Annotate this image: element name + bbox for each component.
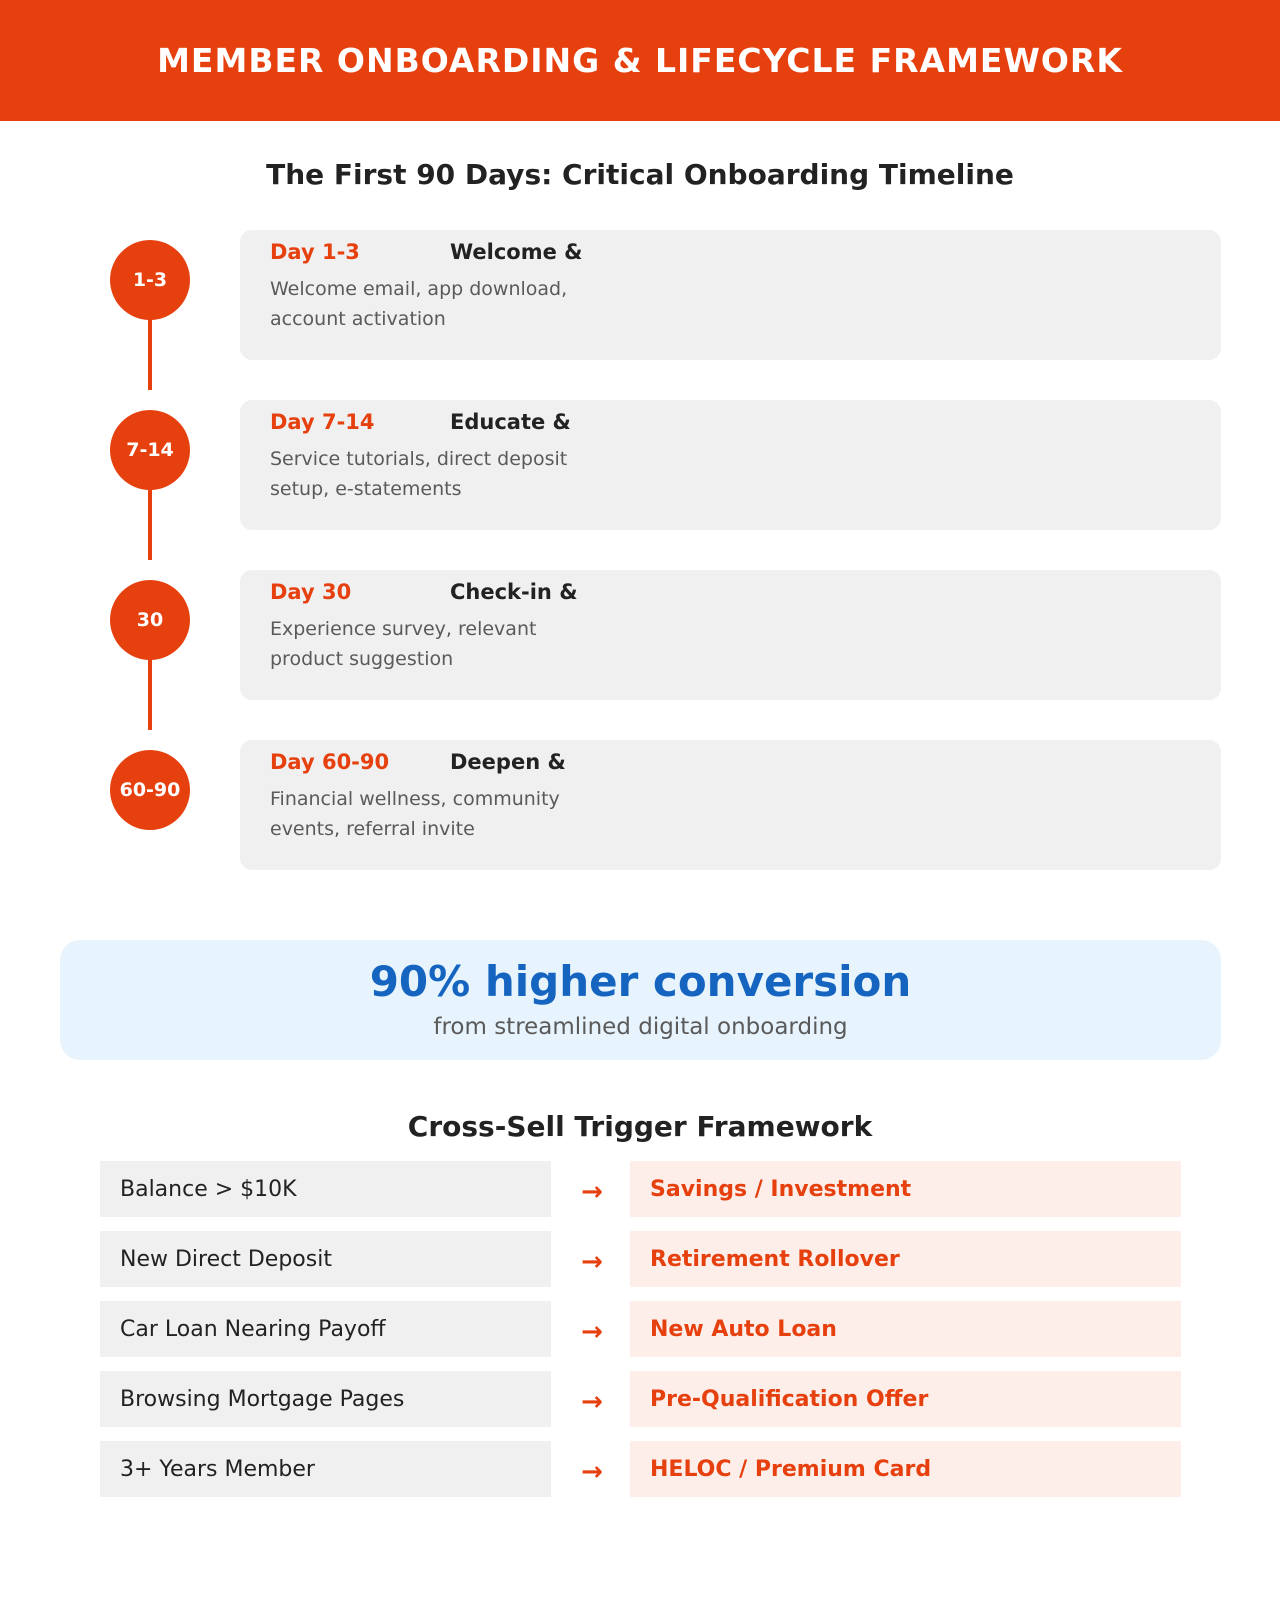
timeline-description: Experience survey, relevant product suggestion <box>270 618 537 670</box>
timeline-card <box>240 230 1221 360</box>
arrow-right-icon: → <box>581 1387 603 1417</box>
timeline-marker: 1-3 <box>110 240 190 320</box>
arrow-right-icon: → <box>581 1177 603 1207</box>
timeline-marker: 60-90 <box>110 750 190 830</box>
timeline-connector <box>148 488 152 560</box>
timeline-day: Day 60-90 <box>270 750 390 774</box>
timeline-heading: Educate & <box>450 410 571 434</box>
offer-cell: HELOC / Premium Card <box>630 1441 1181 1497</box>
offer-cell: Pre-Qualification Offer <box>630 1371 1181 1427</box>
timeline-connector <box>148 318 152 390</box>
arrow-right-icon: → <box>581 1457 603 1487</box>
timeline-day: Day 7-14 <box>270 410 375 434</box>
timeline-day: Day 30 <box>270 580 352 604</box>
trigger-cell: Balance > $10K <box>100 1161 551 1217</box>
timeline-connector <box>148 658 152 730</box>
page-title: MEMBER ONBOARDING & LIFECYCLE FRAMEWORK <box>157 41 1123 80</box>
cross-sell-title: Cross-Sell Trigger Framework <box>407 1110 873 1143</box>
timeline-card <box>240 400 1221 530</box>
timeline-heading: Welcome & <box>450 240 583 264</box>
trigger-cell: 3+ Years Member <box>100 1441 551 1497</box>
stat-headline: 90% higher conversion <box>369 957 912 1006</box>
offer-cell: Retirement Rollover <box>630 1231 1181 1287</box>
arrow-right-icon: → <box>581 1317 603 1347</box>
header-banner <box>0 0 1280 121</box>
timeline-heading: Check-in & <box>450 580 578 604</box>
timeline-description: Welcome email, app download, account activation <box>270 278 568 330</box>
trigger-cell: Browsing Mortgage Pages <box>100 1371 551 1427</box>
trigger-cell: New Direct Deposit <box>100 1231 551 1287</box>
timeline-description: Service tutorials, direct deposit setup, e-statements <box>270 448 568 500</box>
conversion-stat-callout <box>60 940 1221 1060</box>
offer-cell: New Auto Loan <box>630 1301 1181 1357</box>
trigger-cell: Car Loan Nearing Payoff <box>100 1301 551 1357</box>
timeline-card <box>240 740 1221 870</box>
timeline-title: The First 90 Days: Critical Onboarding Timeline <box>266 158 1014 191</box>
arrow-right-icon: → <box>581 1247 603 1277</box>
timeline-marker: 7-14 <box>110 410 190 490</box>
timeline-marker: 30 <box>110 580 190 660</box>
timeline-card <box>240 570 1221 700</box>
timeline-day: Day 1-3 <box>270 240 360 264</box>
timeline-heading: Deepen & <box>450 750 566 774</box>
stat-subtext: from streamlined digital onboarding <box>433 1014 848 1040</box>
offer-cell: Savings / Investment <box>630 1161 1181 1217</box>
timeline-description: Financial wellness, community events, referral invite <box>270 788 560 840</box>
